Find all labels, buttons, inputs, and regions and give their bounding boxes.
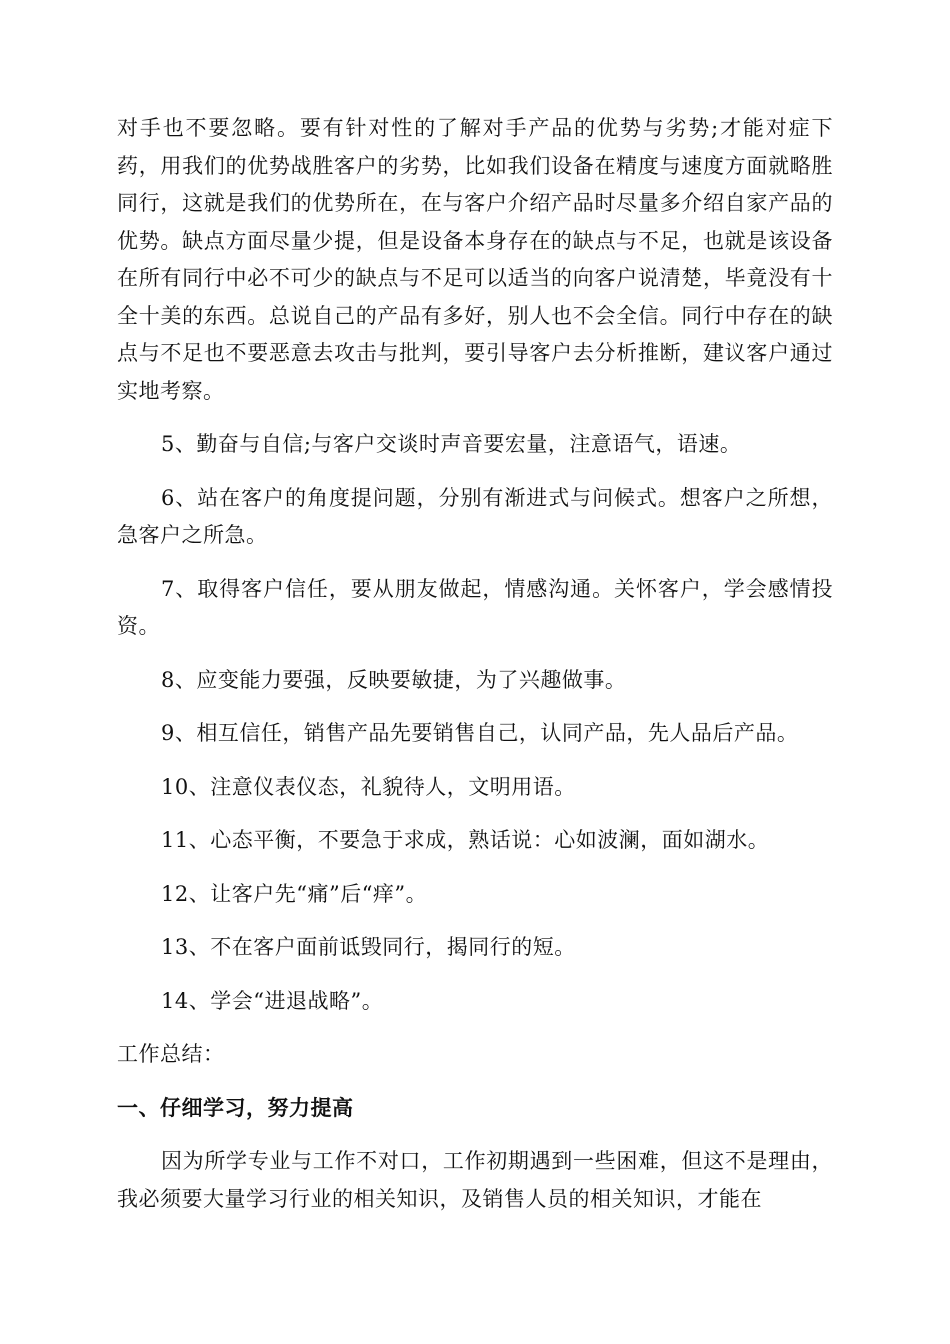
- list-item-9: 9、相互信任，销售产品先要销售自己，认同产品，先人品后产品。: [161, 721, 799, 745]
- list-item-7: 7、取得客户信任，要从朋友做起，情感沟通。关怀客户，学会感情投资。: [117, 576, 833, 638]
- summary-label: 工作总结：: [117, 1042, 225, 1066]
- list-item-8: 8、应变能力要强，反映要敏捷，为了兴趣做事。: [161, 667, 627, 692]
- section-heading: 一、仔细学习，努力提高: [117, 1095, 354, 1120]
- list-item-13: 13、不在客户面前诋毁同行，揭同行的短。: [161, 935, 576, 959]
- section-body-paragraph: 因为所学专业与工作不对口，工作初期遇到一些困难，但这不是理由，我必须要大量学习行业的相关知识，及销售人员的相关知识，才能在: [117, 1149, 833, 1211]
- opening-paragraph: 对手也不要忽略。要有针对性的了解对手产品的优势与劣势;才能对症下药，用我们的优势战胜客户的劣势，比如我们设备在精度与速度方面就略胜同行，这就是我们的优势所在，在与客户介绍产品时尽量多介绍自家产品的优势。缺点方面尽量少提，但是设备本身存在的缺点与不足，也就是该设备在所有同行中必不可少的缺点与不足可以适当的向客户说清楚，毕竟没有十全十美的东西。总说自己的产品有多好，别人也不会全信。同行中存在的缺点与不足也不要恶意去攻击与批判，要引导客户去分析推断，建议客户通过实地考察。: [117, 116, 833, 403]
- list-item-5: 5、勤奋与自信;与客户交谈时声音要宏量，注意语气，语速。: [161, 432, 742, 456]
- list-item-14: 14、学会“进退战略”。: [161, 988, 384, 1013]
- list-item-6: 6、站在客户的角度提问题，分别有渐进式与问候式。想客户之所想，急客户之所急。: [117, 485, 833, 547]
- document-body: [117, 110, 833, 1218]
- list-item-11: 11、心态平衡，不要急于求成，熟话说：心如波澜，面如湖水。: [161, 828, 770, 852]
- list-item-10: 10、注意仪表仪态，礼貌待人，文明用语。: [161, 774, 576, 799]
- list-item-12: 12、让客户先“痛”后“痒”。: [161, 881, 428, 906]
